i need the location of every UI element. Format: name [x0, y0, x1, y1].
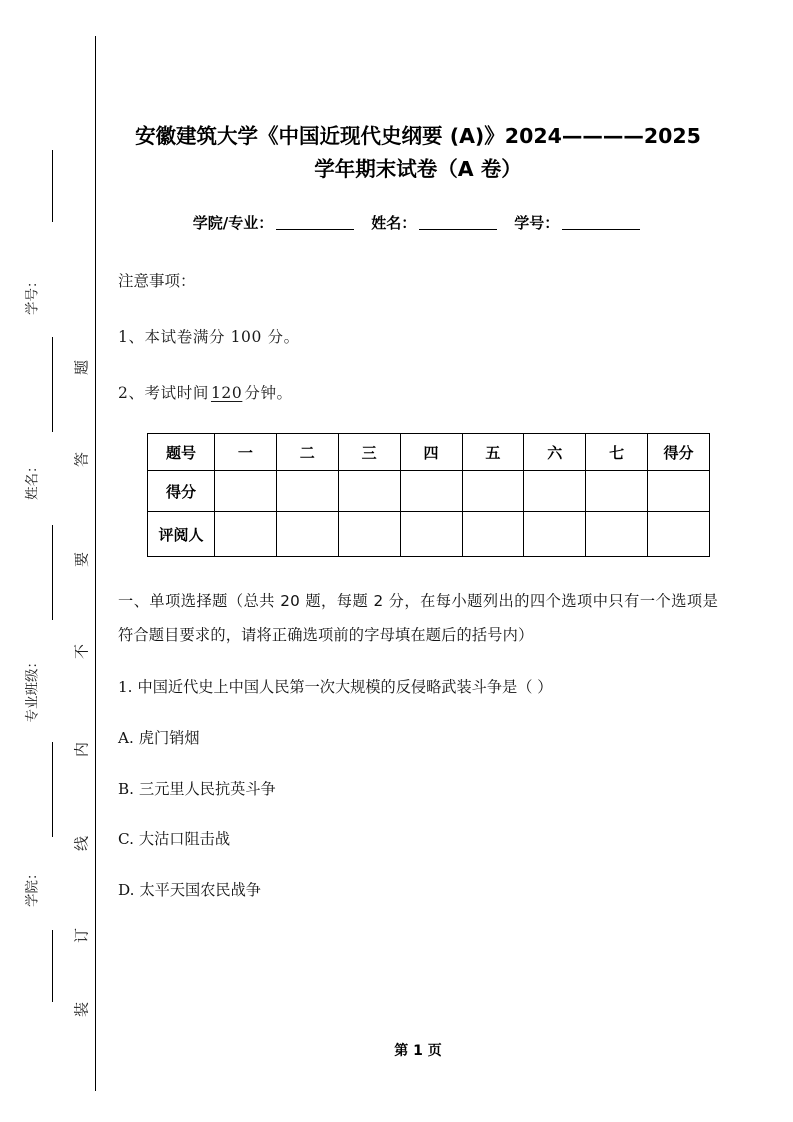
seal-char-zhuang: 装 [72, 1002, 91, 1018]
student-id-label: 学号： [514, 214, 560, 233]
grader-cell-3[interactable] [338, 512, 400, 557]
seal-char-xian: 线 [72, 836, 91, 852]
table-row-score [148, 471, 710, 512]
col-header-total: 得分 [648, 434, 710, 471]
score-cell-6[interactable] [524, 471, 586, 512]
seal-label-name: 姓名： [24, 459, 41, 500]
question-1 [118, 653, 718, 701]
col-header-6: 六 [524, 434, 586, 471]
grader-cell-5[interactable] [462, 512, 524, 557]
exam-duration-value: 120 [210, 384, 243, 403]
row-label-score: 得分 [148, 471, 215, 512]
grader-cell-1[interactable] [215, 512, 277, 557]
seal-label-college: 学院： [24, 866, 41, 907]
seal-char-ding: 订 [72, 928, 91, 944]
name-blank[interactable] [419, 229, 497, 230]
section-heading-multiple-choice: 一、单项选择题（总共 20 题，每题 2 分，在每小题列出的四个选项中只有一个选项是符合题目要求的，请将正确选项前的字母填在题后的括号内） [118, 592, 718, 645]
notice-item-2-prefix: 2、考试时间 [118, 384, 209, 403]
col-header-3: 三 [338, 434, 400, 471]
question-1-option-d[interactable] [118, 853, 718, 904]
score-table-container [118, 403, 718, 557]
score-cell-2[interactable] [276, 471, 338, 512]
page-title [118, 0, 718, 186]
sealing-rule-segment-2 [52, 337, 53, 432]
score-cell-1[interactable] [215, 471, 277, 512]
col-header-7: 七 [586, 434, 648, 471]
option-a-text: 虎门销烟 [138, 728, 200, 747]
college-major-blank[interactable] [276, 229, 354, 230]
question-1-option-a[interactable] [118, 701, 718, 752]
page-title-line-1: 安徽建筑大学《中国近现代史纲要 (A)》2024————2025 [135, 124, 701, 148]
table-row-grader [148, 512, 710, 557]
seal-char-nei: 内 [72, 742, 91, 758]
score-cell-4[interactable] [400, 471, 462, 512]
sealing-rule-segment-4 [52, 742, 53, 837]
notice-item-2 [118, 347, 718, 403]
grader-cell-7[interactable] [586, 512, 648, 557]
notice-heading: 注意事项： [118, 272, 196, 291]
page-title-line-2: 学年期末试卷（A 卷） [314, 157, 522, 182]
sealing-rule-segment-3 [52, 525, 53, 620]
score-cell-3[interactable] [338, 471, 400, 512]
option-c-letter: C. [118, 830, 134, 849]
page-number-label: 第 1 页 [394, 1043, 442, 1059]
score-cell-total[interactable] [648, 471, 710, 512]
option-d-text: 太平天国农民战争 [139, 881, 261, 900]
option-a-letter: A. [118, 728, 134, 747]
option-c-text: 大沽口阻击战 [138, 830, 231, 849]
grader-cell-6[interactable] [524, 512, 586, 557]
grader-cell-4[interactable] [400, 512, 462, 557]
seal-char-yao: 要 [72, 552, 91, 568]
grader-cell-2[interactable] [276, 512, 338, 557]
college-major-label: 学院/专业： [192, 214, 274, 233]
row-label-question-number: 题号 [148, 434, 215, 471]
page-footer [118, 1040, 718, 1060]
col-header-1: 一 [215, 434, 277, 471]
seal-char-da: 答 [72, 452, 91, 468]
seal-label-major-class: 专业班级： [24, 655, 41, 723]
col-header-4: 四 [400, 434, 462, 471]
row-label-grader: 评阅人 [148, 512, 215, 557]
notice-item-2-suffix: 分钟。 [244, 384, 293, 403]
table-row-question-numbers [148, 434, 710, 471]
sealing-rule-segment-1 [52, 150, 53, 222]
question-1-option-b[interactable] [118, 752, 718, 803]
seal-label-student-id: 学号： [24, 274, 41, 315]
col-header-2: 二 [276, 434, 338, 471]
student-id-blank[interactable] [562, 229, 640, 230]
score-cell-7[interactable] [586, 471, 648, 512]
exam-content [118, 0, 718, 1122]
option-d-letter: D. [118, 881, 135, 900]
sealing-rule-segment-5 [52, 930, 53, 1002]
score-cell-5[interactable] [462, 471, 524, 512]
seal-char-ti: 题 [72, 360, 91, 376]
option-b-letter: B. [118, 779, 134, 798]
notice-item-1: 1、本试卷满分 100 分。 [118, 328, 300, 347]
identity-line [118, 186, 718, 233]
question-1-number: 1. [118, 677, 133, 696]
option-b-text: 三元里人民抗英斗争 [139, 779, 276, 798]
question-1-text: 中国近代史上中国人民第一次大规模的反侵略武装斗争是（ ） [137, 677, 553, 696]
question-1-option-c[interactable] [118, 802, 718, 853]
name-label: 姓名： [371, 214, 417, 233]
seal-char-bu: 不 [72, 644, 91, 660]
sealing-line-margin [0, 0, 112, 1122]
score-table [147, 433, 710, 557]
col-header-5: 五 [462, 434, 524, 471]
sealing-vertical-rule [95, 36, 96, 1091]
grader-cell-total[interactable] [648, 512, 710, 557]
